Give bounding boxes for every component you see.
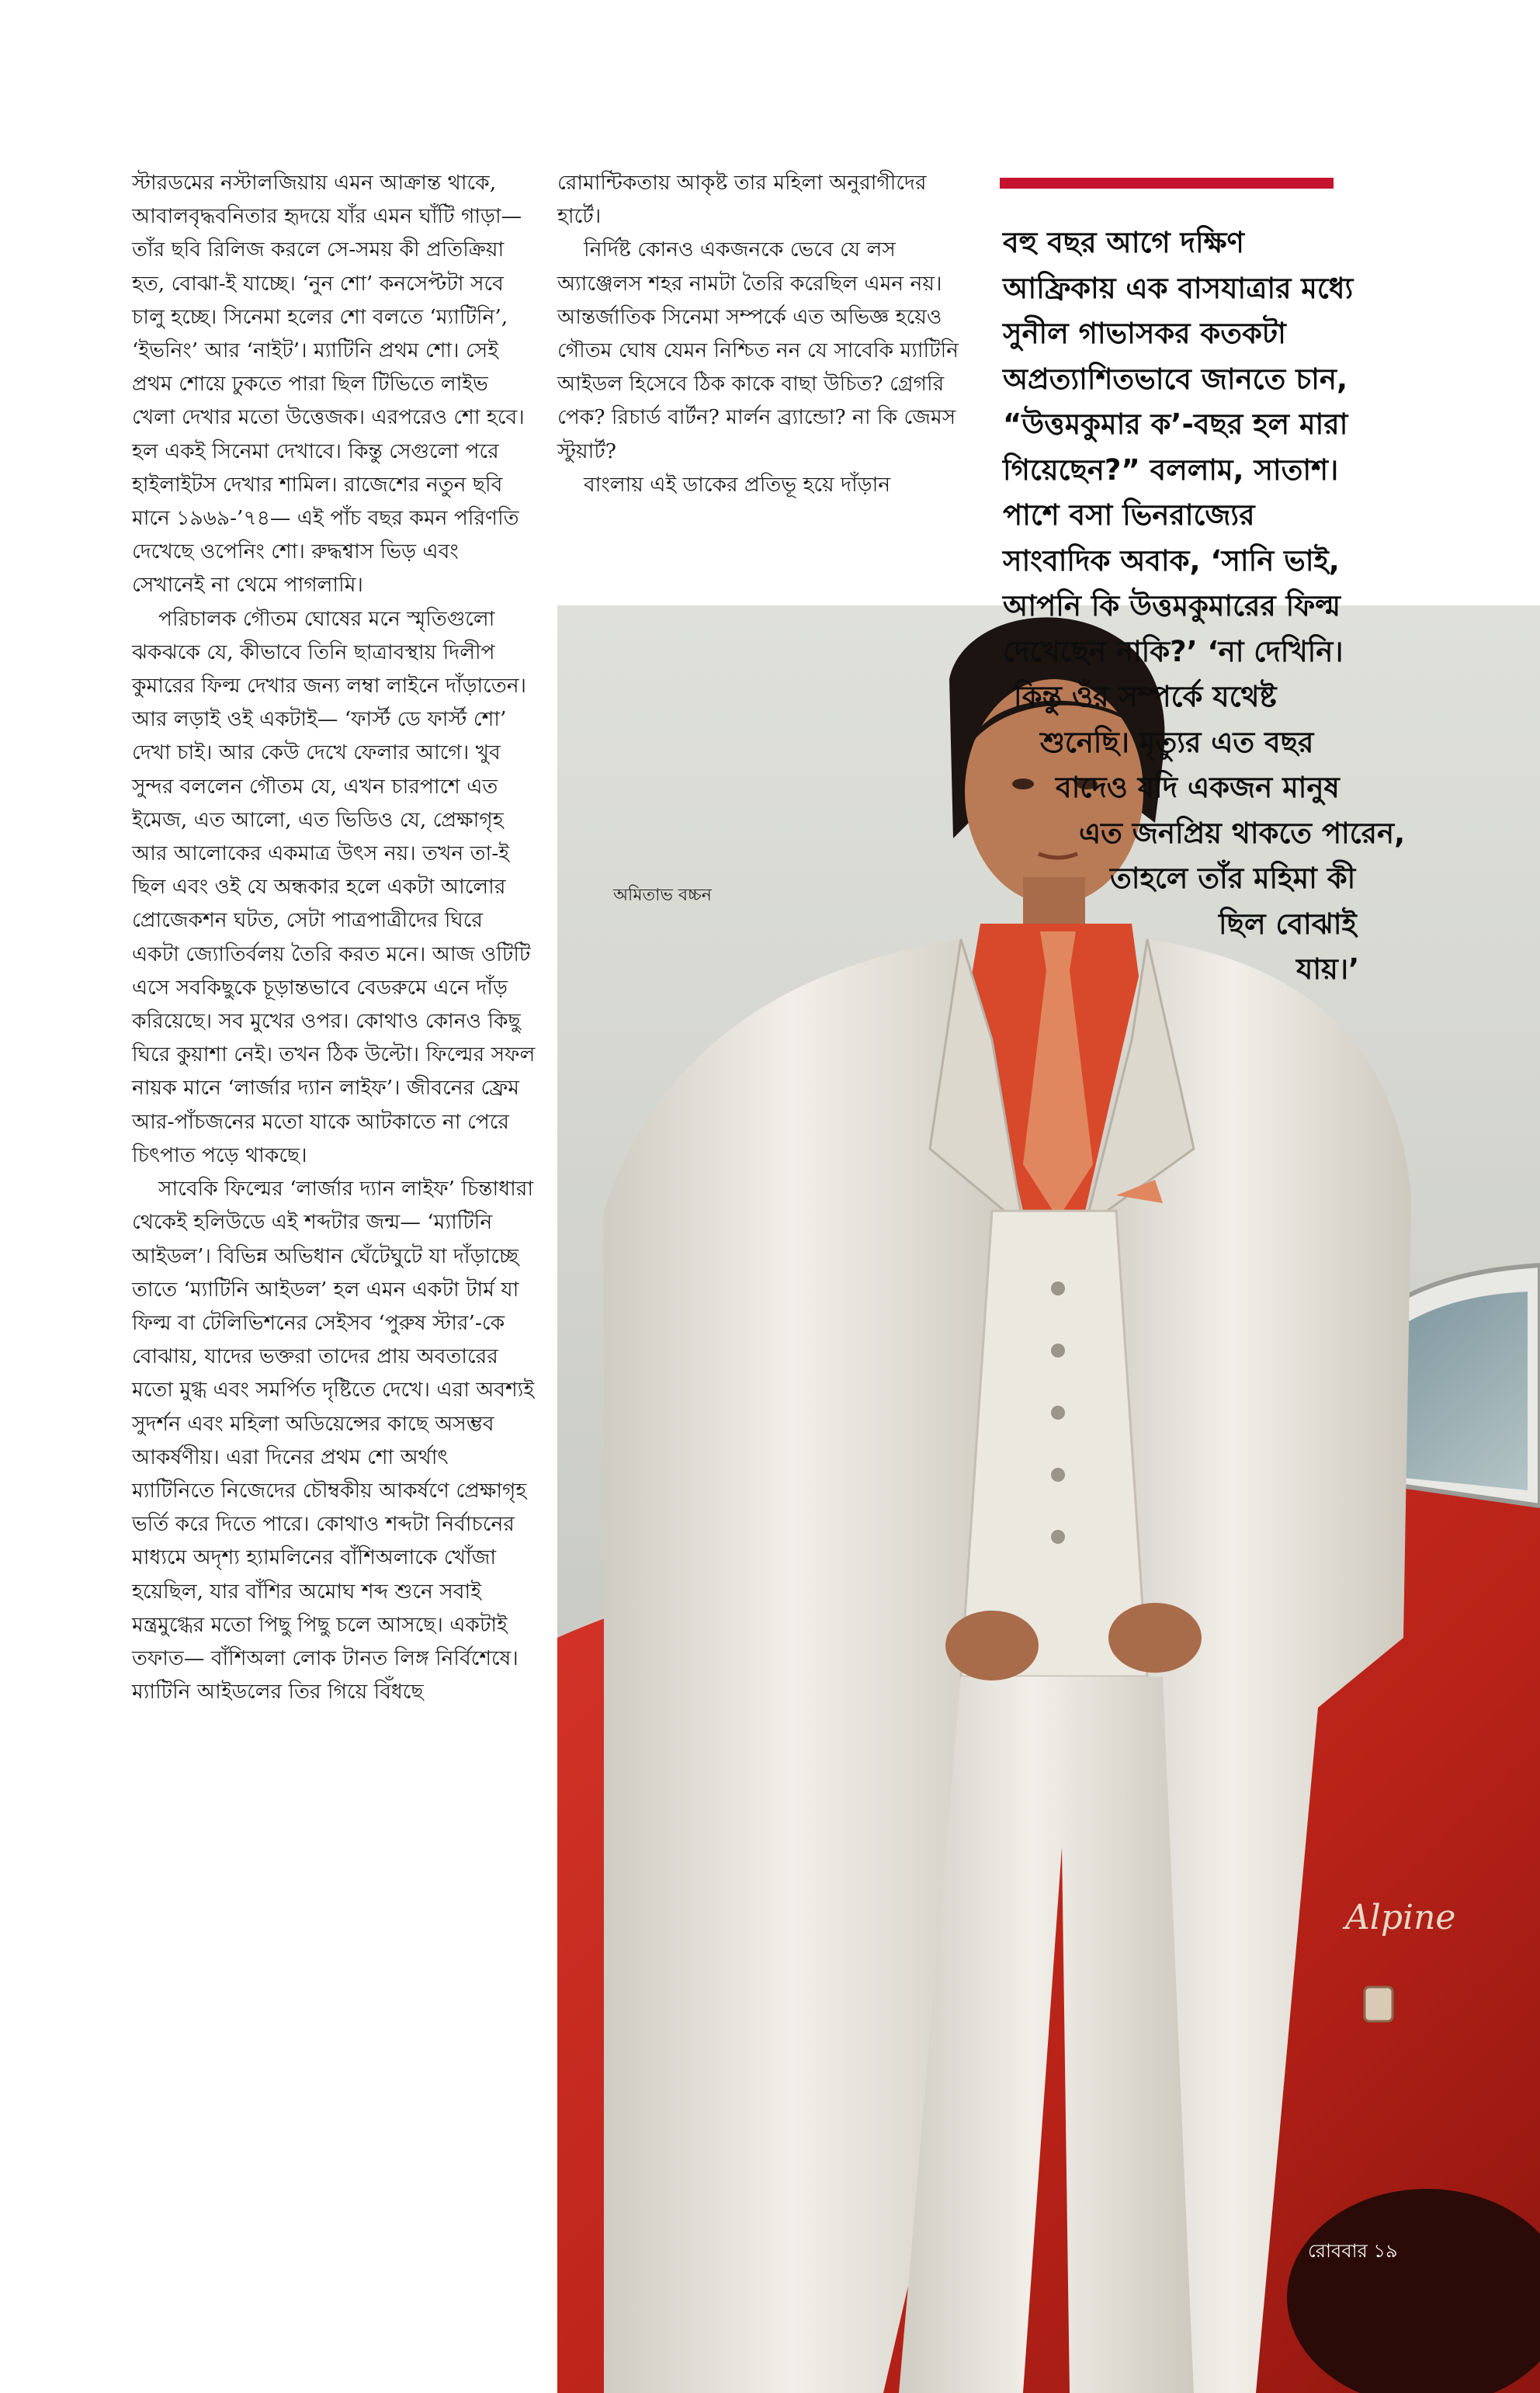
pull-quote-line: গিয়েছেন?” বললাম, সাতাশ। (1003, 453, 1339, 487)
pull-quote-line: আফ্রিকায় এক বাসযাত্রার মধ্যে (1003, 271, 1354, 305)
article-column-1 (132, 166, 536, 1708)
pull-quote-line: শুনেছি। মৃত্যুর এত বছর (1040, 725, 1314, 759)
pull-quote-line: সুনীল গাভাসকর কতকটা (1003, 317, 1286, 350)
pull-quote-line: দেখেছেন নাকি?’ ‘না দেখিনি। (1003, 634, 1344, 668)
pull-quote-rule (1000, 178, 1334, 189)
car-badge: Alpine (1345, 1898, 1456, 1937)
vest (961, 1211, 1147, 1677)
page-folio: রোববার ১৯ (1308, 2240, 1398, 2262)
pull-quote-line: কিন্তু ওঁর সম্পর্কে যথেষ্ট (1014, 680, 1277, 713)
right-hand (1108, 1603, 1202, 1673)
left-hand (945, 1611, 1039, 1680)
pull-quote-line: বহু বছর আগে দক্ষিণ (1003, 226, 1244, 259)
pull-quote-line: পাশে বসা ভিনরাজ্যের (1003, 498, 1255, 532)
article-paragraph: রোমান্টিকতায় আকৃষ্ট তার মহিলা অনুরাগীদের হার্টে। (557, 171, 927, 229)
article-paragraph: স্টারডমের নস্টালজিয়ায় এমন আক্রান্ত থাকে, আবালবৃদ্ধবনিতার হৃদয়ে যাঁর এমন ঘাঁটি গাড়া— তাঁর ছবি রিলিজ করলে সে-সময় কী প্রতিক্রিয়া হত, বোঝা-ই যাচ্ছে। ‘নুন শো’ কনসেপ্টটা সবে চালু হচ্ছে। সিনেমা হলের শো বলতে ‘ম্যাটিনি’, ‘ইভনিং’ আর ‘নাইট’। ম্যাটিনি প্রথম শো। সেই প্রথম শোয়ে ঢুকতে পারা ছিল টিভিতে লাইভ খেলা দেখার মতো উত্তেজক। এরপরেও শো হবে। হল একই সিনেমা দেখাবে। কিন্তু সেগুলো পরে হাইলাইটস দেখার শামিল। রাজেশের নতুন ছবি মানে ১৯৬৯-’৭৪— এই পাঁচ বছর কমন পরিণতি দেখেছে ওপেনিং শো। রুদ্ধশ্বাস ভিড় এবং সেখানেই না থেমে পাগলামি। (132, 171, 525, 598)
pull-quote-line: ছিল বোঝাই (1219, 907, 1357, 941)
pull-quote-line: বাদেও যদি একজন মানুষ (1056, 771, 1340, 804)
pull-quote-line: অপ্রত্যাশিতভাবে জানতে চান, (1003, 362, 1348, 396)
pull-quote (986, 220, 1420, 993)
article-paragraph: বাংলায় এই ডাকের প্রতিভূ হয়ে দাঁড়ান (584, 472, 891, 497)
pull-quote-line: সাংবাদিক অবাক, ‘সানি ভাই, (1003, 543, 1340, 577)
pull-quote-line: এত জনপ্রিয় থাকতে পারেন, (1079, 816, 1406, 850)
photo-caption: অমিতাভ বচ্চন (613, 886, 712, 905)
pull-quote-line: তাহলে তাঁর মহিমা কী (1110, 862, 1356, 895)
article-paragraph: নির্দিষ্ট কোনও একজনকে ভেবে যে লস অ্যাঞ্জেলস শহর নামটা তৈরি করেছিল এমন নয়। আন্তর্জাতিক সিনেমা সম্পর্কে এত অভিজ্ঞ হয়েও গৌতম ঘোষ যেমন নিশ্চিত নন যে সাবেকি ম্যাটিনি আইডল হিসেবে ঠিক কাকে বাছা উচিত? গ্রেগরি পেক? রিচার্ড বার্টন? মার্লন ব্র্যান্ডো? না কি জেমস স্টুয়ার্ট? (557, 238, 959, 463)
pull-quote-line: আপনি কি উত্তমকুমারের ফিল্ম (1003, 589, 1341, 623)
pull-quote-line: যায়।’ (1296, 952, 1360, 986)
article-column-2 (557, 166, 961, 501)
article-paragraph: সাবেকি ফিল্মের ‘লার্জার দ্যান লাইফ’ চিন্তাধারা থেকেই হলিউডে এই শব্দটার জন্ম— ‘ম্যাটিনি আইডল’। বিভিন্ন অভিধান ঘেঁটেঘুটে যা দাঁড়াচ্ছে তাতে ‘ম্যাটিনি আইডল’ হল এমন একটা টার্ম যা ফিল্ম বা টেলিভিশনের সেইসব ‘পুরুষ স্টার’-কে বোঝায়, যাদের ভক্তরা তাদের প্রায় অবতারের মতো মুগ্ধ এবং সমর্পিত দৃষ্টিতে দেখে। এরা অবশ্যই সুদর্শন এবং মহিলা অডিয়েন্সের কাছে অসম্ভব আকর্ষণীয়। এরা দিনের প্রথম শো অর্থাৎ ম্যাটিনিতে নিজেদের চৌম্বকীয় আকর্ষণে প্রেক্ষাগৃহ ভর্তি করে দিতে পারে। কোথাও শব্দটা নির্বাচনের মাধ্যমে অদৃশ্য হ্যামলিনের বাঁশিঅলাকে খোঁজা হয়েছিল, যার বাঁশির অমোঘ শব্দ শুনে সবাই মন্ত্রমুগ্ধের মতো পিছু পিছু চলে আসছে। একটাই তফাত— বাঁশিঅলা লোক টানত লিঙ্গ নির্বিশেষে। ম্যাটিনি আইডলের তির গিয়ে বিঁধছে (132, 1177, 535, 1705)
pull-quote-line: “উত্তমকুমার ক’-বছর হল মারা (1003, 408, 1348, 441)
article-paragraph: পরিচালক গৌতম ঘোষের মনে স্মৃতিগুলো ঝকঝকে যে, কীভাবে তিনি ছাত্রাবস্থায় দিলীপ কুমারের ফিল্ম দেখার জন্য লম্বা লাইনে দাঁড়াতেন। আর লড়াই ওই একটাই— ‘ফার্স্ট ডে ফার্স্ট শো’ দেখা চাই। আর কেউ দেখে ফেলার আগে। খুব সুন্দর বললেন গৌতম যে, এখন চারপাশে এত ইমেজ, এত আলো, এত ভিডিও যে, প্রেক্ষাগৃহ আর আলোকের একমাত্র উৎস নয়। তখন তা-ই ছিল এবং ওই যে অন্ধকার হলে একটা আলোর প্রোজেকশন ঘটত, সেটা পাত্রপাত্রীদের ঘিরে একটা জ্যোতির্বলয় তৈরি করত মনে। আজ ওটিটি এসে সবকিছুকে চূড়ান্তভাবে বেডরুমে এনে দাঁড় করিয়েছে। সব মুখের ওপর। কোথাও কোনও কিছু ঘিরে কুয়াশা নেই। তখন ঠিক উল্টো। ফিল্মের সফল নায়ক মানে ‘লার্জার দ্যান লাইফ’। জীবনের ফ্রেম আর-পাঁচজনের মতো যাকে আটকাতে না পেরে চিৎপাত পড়ে থাকছে। (132, 606, 536, 1167)
car-emblem-icon (1365, 1987, 1393, 2021)
